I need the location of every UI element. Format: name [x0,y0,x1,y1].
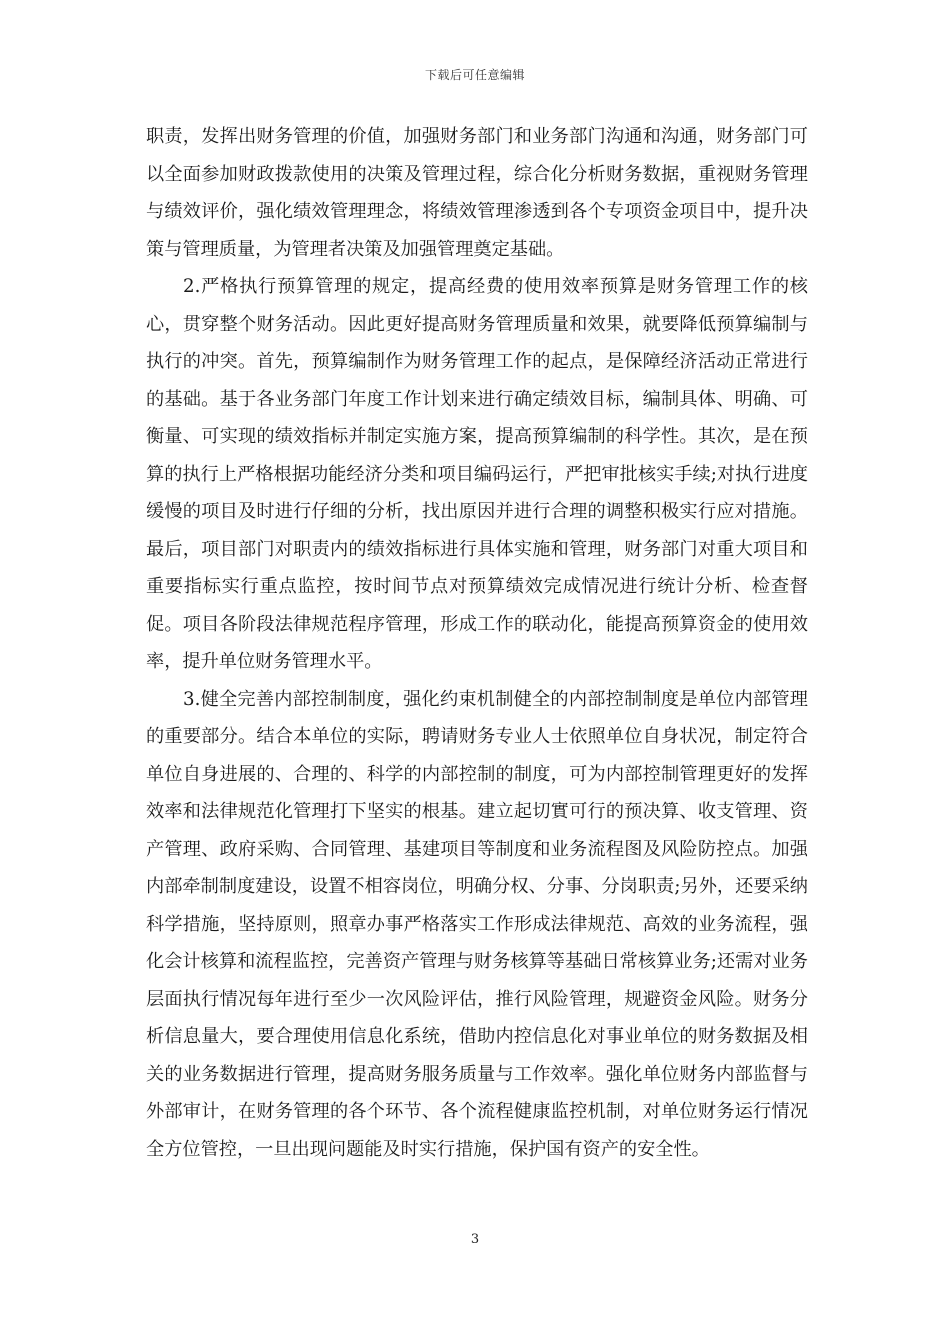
page-header: 下载后可任意编辑 [424,68,525,82]
page-number: 3 [470,1232,480,1247]
document-body [146,118,808,1168]
paragraph-1: 职责，发挥出财务管理的价值，加强财务部门和业务部门沟通和沟通，财务部门可以全面参加财政拨款使用的决策及管理过程，综合化分析财务数据，重视财务管理与绩效评价，强化绩效管理理念，将绩效管理渗透到各个专项资金项目中，提升决策与管理质量，为管理者决策及加强管理奠定基础。 [146,126,808,260]
paragraph-2: 2.严格执行预算管理的规定，提高经费的使用效率预算是财务管理工作的核心，贯穿整个财务活动。因此更好提高财务管理质量和效果，就要降低预算编制与执行的冲突。首先，预算编制作为财务管理工作的起点，是保障经济活动正常进行的基础。基于各业务部门年度工作计划来进行确定绩效目标，编制具体、明确、可衡量、可实现的绩效指标并制定实施方案，提高预算编制的科学性。其次，是在预算的执行上严格根据功能经济分类和项目编码运行，严把审批核实手续;对执行进度缓慢的项目及时进行仔细的分析，找出原因并进行合理的调整积极实行应对措施。最后，项目部门对职责内的绩效指标进行具体实施和管理，财务部门对重大项目和重要指标实行重点监控，按时间节点对预算绩效完成情况进行统计分析、检查督促。项目各阶段法律规范程序管理，形成工作的联动化，能提高预算资金的使用效率，提升单位财务管理水平。 [146,276,808,672]
paragraph-3: 3.健全完善内部控制制度，强化约束机制健全的内部控制制度是单位内部管理的重要部分。结合本单位的实际，聘请财务专业人士依照单位自身状况，制定符合单位自身进展的、合理的、科学的内部控制的制度，可为内部控制管理更好的发挥效率和法律规范化管理打下坚实的根基。建立起切實可行的预决算、收支管理、资产管理、政府采购、合同管理、基建项目等制度和业务流程图及风险防控点。加强内部牵制制度建设，设置不相容岗位，明确分权、分事、分岗职责;另外，还要采纳科学措施，坚持原则，照章办事严格落实工作形成法律规范、高效的业务流程，强化会计核算和流程监控，完善资产管理与财务核算等基础日常核算业务;还需对业务层面执行情况每年进行至少一次风险评估，推行风险管理，规避资金风险。财务分析信息量大，要合理使用信息化系统，借助内控信息化对事业单位的财务数据及相关的业务数据进行管理，提高财务服务质量与工作效率。强化单位财务内部监督与外部审计，在财务管理的各个环节、各个流程健康监控机制，对单位财务运行情况全方位管控，一旦出现问题能及时实行措施，保护国有资产的安全性。 [146,688,808,1160]
